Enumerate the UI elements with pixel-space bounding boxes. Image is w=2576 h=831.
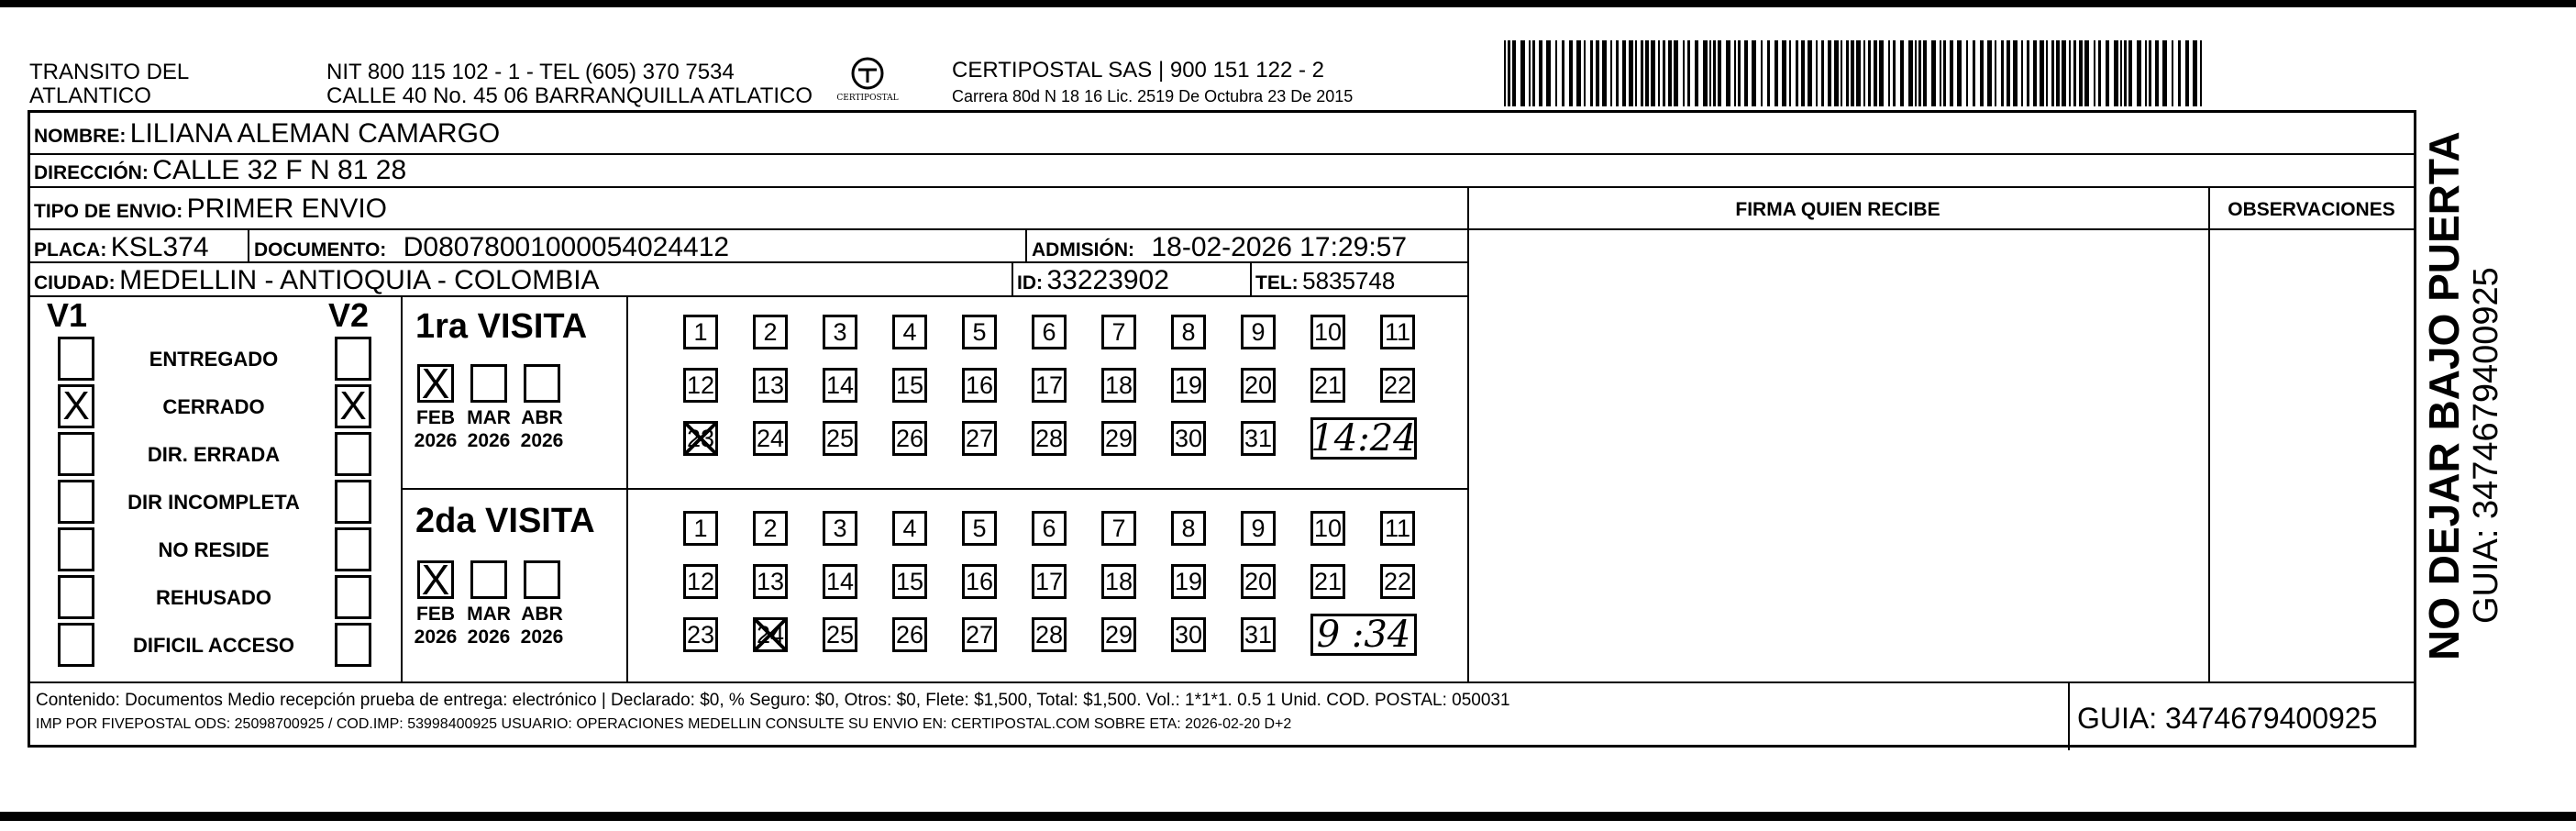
barcode-bar — [2128, 40, 2132, 106]
carrier-name: CERTIPOSTAL SAS | 900 151 122 - 2 — [952, 58, 1324, 83]
sender-block — [29, 61, 189, 108]
day-box[interactable]: 18 — [1101, 368, 1136, 403]
barcode-bar — [1816, 40, 1818, 106]
imp-line: IMP POR FIVEPOSTAL ODS: 25098700925 / COD.IMP: 53998400925 USUARIO: OPERACIONES MEDELLIN CONSULTE SU ENVIO EN: CERTIPOSTAL.COM SOBRE ETA: 2026-02-20 D+2 — [36, 716, 1292, 732]
barcode-bar — [2013, 40, 2018, 106]
signature-col-divider — [1467, 186, 1469, 681]
barcode-bar — [1734, 40, 1736, 106]
day-box[interactable]: 19 — [1171, 564, 1206, 599]
barcode-bar — [1508, 40, 1510, 106]
day-box[interactable]: 5 — [962, 511, 997, 546]
cell-divider — [1025, 228, 1027, 261]
day-box[interactable]: 1 — [683, 511, 718, 546]
barcode-bar — [1738, 40, 1741, 106]
plate-cell — [34, 232, 209, 263]
barcode-bar — [1973, 40, 1975, 106]
barcode-bar — [2046, 40, 2048, 106]
status-option-label: DIR INCOMPLETA — [127, 491, 300, 514]
barcode-bar — [1529, 40, 1531, 106]
day-box[interactable]: 17 — [1032, 564, 1067, 599]
barcode-bar — [1674, 40, 1678, 106]
barcode-bar — [2079, 40, 2083, 106]
month-label — [513, 406, 571, 452]
barcode-bar — [2114, 40, 2118, 106]
month-year: 2026 — [467, 626, 511, 648]
day-box[interactable]: 6 — [1032, 511, 1067, 546]
v2-checkbox[interactable] — [335, 575, 371, 619]
name-row — [34, 118, 500, 150]
row-divider — [30, 228, 2415, 230]
barcode-bar — [1782, 40, 1786, 106]
status-option-label: REHUSADO — [156, 586, 271, 609]
day-box[interactable]: 9 — [1241, 315, 1276, 349]
month-name: FEB — [416, 407, 455, 428]
city-value: MEDELLIN - ANTIOQUIA - COLOMBIA — [119, 265, 600, 295]
visit-time[interactable]: 9 :34 — [1310, 614, 1417, 656]
barcode-bar — [1834, 40, 1839, 106]
barcode-bar — [1789, 40, 1791, 106]
month-checkbox[interactable] — [470, 560, 507, 599]
document-cell — [254, 232, 729, 263]
barcode-bar — [1610, 40, 1612, 106]
send-type-row — [34, 194, 387, 225]
barcode-bar — [2193, 40, 2197, 106]
sender-address: CALLE 40 No. 45 06 BARRANQUILLA ATLATICO — [326, 83, 813, 108]
day-box[interactable]: 27 — [962, 617, 997, 652]
barcode-bar — [1651, 40, 1655, 106]
barcode-bar — [1828, 40, 1831, 106]
day-box[interactable]: 31 — [1241, 421, 1276, 456]
send-type-value: PRIMER ENVIO — [186, 194, 388, 224]
barcode-bar — [1980, 40, 1984, 106]
admission-value: 18-02-2026 17:29:57 — [1151, 232, 1408, 262]
barcode-bar — [1801, 40, 1805, 106]
admission-label: ADMISIÓN: — [1032, 239, 1134, 260]
day-box[interactable]: 15 — [892, 368, 927, 403]
v1-label: V1 — [47, 296, 88, 334]
barcode-bar — [1596, 40, 1599, 106]
day-box[interactable]: 24 — [753, 421, 788, 456]
status-option-label: DIR. ERRADA — [147, 443, 281, 466]
barcode-bar — [1683, 40, 1685, 106]
month-label — [406, 406, 465, 452]
barcode-bar — [1957, 40, 1962, 106]
name-value: LILIANA ALEMAN CAMARGO — [129, 118, 501, 149]
barcode-bar — [1752, 40, 1756, 106]
day-box[interactable]: 18 — [1101, 564, 1136, 599]
address-label: DIRECCIÓN: — [34, 162, 149, 183]
no-dejar-warning: NO DEJAR BAJO PUERTA — [2420, 131, 2468, 660]
city-label: CIUDAD: — [34, 272, 116, 294]
bottom-border — [0, 812, 2576, 821]
admission-cell — [1032, 232, 1407, 263]
barcode-bar — [1584, 40, 1586, 106]
footer-guia: GUIA: 3474679400925 — [2077, 702, 2378, 735]
v1-checkbox[interactable] — [58, 432, 94, 476]
day-box[interactable]: 26 — [892, 421, 927, 456]
sender-contact — [326, 61, 813, 108]
id-label: ID: — [1017, 272, 1043, 294]
barcode — [1504, 40, 2210, 106]
barcode-bar — [1635, 40, 1637, 106]
day-box[interactable]: 25 — [823, 421, 857, 456]
v1-checkbox[interactable] — [58, 575, 94, 619]
status-col-divider — [401, 295, 403, 681]
barcode-bar — [1879, 40, 1884, 106]
visit-divider — [401, 488, 1467, 490]
day-box[interactable]: 8 — [1171, 511, 1206, 546]
barcode-bar — [1851, 40, 1854, 106]
status-option-label: NO RESIDE — [158, 538, 270, 561]
barcode-bar — [1923, 40, 1927, 106]
status-option-label: CERRADO — [162, 395, 265, 418]
barcode-bar — [1943, 40, 1946, 106]
month-year: 2026 — [467, 430, 511, 451]
barcode-bar — [1532, 40, 1535, 106]
tel-label: TEL: — [1255, 272, 1299, 294]
day-box[interactable]: 12 — [683, 564, 718, 599]
barcode-bar — [1856, 40, 1861, 106]
day-box[interactable]: 6 — [1032, 315, 1067, 349]
barcode-bar — [1504, 40, 1506, 106]
cell-divider — [1012, 261, 1013, 295]
barcode-bar — [1846, 40, 1849, 106]
barcode-bar — [1940, 40, 1941, 106]
barcode-bar — [1512, 40, 1516, 106]
barcode-bar — [1863, 40, 1865, 106]
barcode-bar — [1602, 40, 1607, 106]
day-box[interactable]: 8 — [1171, 315, 1206, 349]
barcode-bar — [2007, 40, 2010, 106]
barcode-bar — [1767, 40, 1770, 106]
day-box[interactable]: 9 — [1241, 511, 1276, 546]
month-year: 2026 — [520, 626, 564, 648]
day-box[interactable]: 29 — [1101, 617, 1136, 652]
day-box[interactable]: 22 — [1380, 368, 1415, 403]
barcode-bar — [1908, 40, 1913, 106]
barcode-bar — [2084, 40, 2089, 106]
barcode-bar — [1718, 40, 1721, 106]
v1-checkbox[interactable]: X — [58, 384, 94, 428]
barcode-bar — [2149, 40, 2151, 106]
barcode-bar — [2062, 40, 2066, 106]
day-box[interactable]: 14 — [823, 368, 857, 403]
barcode-bar — [1918, 40, 1921, 106]
day-box[interactable]: 16 — [962, 564, 997, 599]
delivery-form — [28, 110, 2416, 748]
barcode-bar — [1713, 40, 1716, 106]
barcode-bar — [2051, 40, 2054, 106]
barcode-bar — [2027, 40, 2029, 106]
nit-tel: NIT 800 115 102 - 1 - TEL (605) 370 7534 — [326, 60, 735, 84]
barcode-bar — [1726, 40, 1730, 106]
day-box[interactable]: 20 — [1241, 564, 1276, 599]
month-name: ABR — [521, 604, 563, 625]
barcode-bar — [1703, 40, 1708, 106]
day-box[interactable]: 4 — [892, 511, 927, 546]
day-box[interactable]: 3 — [823, 511, 857, 546]
barcode-bar — [1808, 40, 1812, 106]
barcode-bar — [1520, 40, 1525, 106]
barcode-bar — [1629, 40, 1633, 106]
barcode-bar — [1687, 40, 1690, 106]
carrier-block — [952, 59, 1353, 106]
day-box[interactable]: 3 — [823, 315, 857, 349]
barcode-bar — [1893, 40, 1896, 106]
barcode-bar — [1966, 40, 1968, 106]
name-label: NOMBRE: — [34, 126, 127, 147]
barcode-bar — [1821, 40, 1824, 106]
barcode-bar — [1931, 40, 1936, 106]
day-box[interactable]: 10 — [1310, 511, 1345, 546]
day-box[interactable]: 4 — [892, 315, 927, 349]
day-box[interactable]: 5 — [962, 315, 997, 349]
barcode-bar — [1645, 40, 1649, 106]
v2-checkbox[interactable]: X — [335, 384, 371, 428]
barcode-bar — [1695, 40, 1698, 106]
day-box[interactable]: 2 — [753, 511, 788, 546]
address-row — [34, 155, 406, 186]
month-col-divider — [626, 295, 628, 681]
document-label: DOCUMENTO: — [254, 239, 387, 260]
barcode-bar — [2001, 40, 2004, 106]
day-box[interactable]: 1 — [683, 315, 718, 349]
barcode-bar — [1668, 40, 1672, 106]
barcode-bar — [1709, 40, 1711, 106]
side-text — [2421, 131, 2505, 660]
barcode-bar — [2155, 40, 2159, 106]
barcode-bar — [2056, 40, 2060, 106]
plate-label: PLACA: — [34, 239, 107, 260]
barcode-bar — [1841, 40, 1842, 106]
certipostal-logo — [833, 53, 902, 108]
barcode-bar — [2185, 40, 2189, 106]
month-year: 2026 — [414, 430, 458, 451]
plate-value: KSL374 — [110, 232, 209, 262]
v1-checkbox[interactable] — [58, 623, 94, 667]
sender-line-2: ATLANTICO — [29, 83, 151, 108]
day-box[interactable]: 19 — [1171, 368, 1206, 403]
barcode-bar — [1590, 40, 1593, 106]
month-name: MAR — [467, 604, 511, 625]
barcode-bar — [2145, 40, 2147, 106]
day-box[interactable]: 24 — [753, 617, 788, 652]
month-checkbox[interactable] — [524, 364, 560, 403]
day-box[interactable]: 2 — [753, 315, 788, 349]
day-box[interactable]: 27 — [962, 421, 997, 456]
v1-checkbox[interactable] — [58, 480, 94, 524]
barcode-bar — [1744, 40, 1748, 106]
barcode-bar — [1888, 40, 1890, 106]
logo-text: CERTIPOSTAL — [836, 94, 899, 103]
city-cell — [34, 265, 600, 296]
day-box[interactable]: 31 — [1241, 617, 1276, 652]
barcode-bar — [1900, 40, 1904, 106]
tel-value: 5835748 — [1302, 267, 1396, 294]
tel-cell — [1255, 267, 1395, 295]
signature-header: FIRMA QUIEN RECIBE — [1735, 199, 1940, 220]
barcode-bar — [1569, 40, 1573, 106]
barcode-bar — [1562, 40, 1564, 106]
day-box[interactable]: 28 — [1032, 421, 1067, 456]
month-year: 2026 — [520, 430, 564, 451]
barcode-bar — [2098, 40, 2101, 106]
day-box[interactable]: 10 — [1310, 315, 1345, 349]
month-checkbox[interactable] — [470, 364, 507, 403]
day-box[interactable]: 23 — [683, 617, 718, 652]
v1-checkbox[interactable] — [58, 337, 94, 381]
sender-line-1: TRANSITO DEL — [29, 60, 190, 84]
barcode-bar — [2040, 40, 2044, 106]
day-box[interactable]: 22 — [1380, 564, 1415, 599]
month-label — [406, 603, 465, 648]
barcode-bar — [2033, 40, 2037, 106]
row-divider — [30, 186, 2415, 188]
send-type-label: TIPO DE ENVIO: — [34, 201, 183, 222]
barcode-bar — [1622, 40, 1626, 106]
day-box[interactable]: 11 — [1380, 511, 1415, 546]
status-option-label: DIFICIL ACCESO — [132, 634, 294, 657]
status-option-label: ENTREGADO — [149, 348, 279, 371]
month-year: 2026 — [414, 626, 458, 648]
day-box[interactable]: 7 — [1101, 511, 1136, 546]
content-line: Contenido: Documentos Medio recepción prueba de entrega: electrónico | Declarado: $0, % Seguro: $0, Otros: $0, Flete: $1,500, Total: $1,500. Vol.: 1*1*1. 0.5 1 Unid. COD. POSTAL: 050031 — [36, 691, 1510, 710]
barcode-bar — [1868, 40, 1871, 106]
day-box[interactable]: 30 — [1171, 617, 1206, 652]
v2-checkbox[interactable] — [335, 432, 371, 476]
address-value: CALLE 32 F N 81 28 — [152, 155, 407, 185]
day-box[interactable]: 30 — [1171, 421, 1206, 456]
id-cell — [1017, 265, 1169, 296]
document-value: D08078001000054024412 — [403, 232, 730, 262]
v2-checkbox[interactable] — [335, 480, 371, 524]
row-divider — [30, 681, 2415, 683]
carrier-license: Carrera 80d N 18 16 Lic. 2519 De Octubra 23 De 2015 — [952, 87, 1354, 105]
cell-divider — [1250, 261, 1252, 295]
barcode-bar — [2137, 40, 2141, 106]
side-guia: GUIA: 3474679400925 — [2467, 267, 2505, 624]
barcode-bar — [2120, 40, 2122, 106]
month-name: MAR — [467, 407, 511, 428]
month-checkbox[interactable]: X — [417, 560, 454, 599]
top-border — [0, 0, 2576, 7]
day-box[interactable]: 20 — [1241, 368, 1276, 403]
month-label — [513, 603, 571, 648]
barcode-bar — [2200, 40, 2202, 106]
barcode-bar — [1658, 40, 1660, 106]
day-box[interactable]: 28 — [1032, 617, 1067, 652]
barcode-bar — [2094, 40, 2095, 106]
barcode-bar — [1915, 40, 1917, 106]
barcode-bar — [2069, 40, 2071, 106]
day-box[interactable]: 25 — [823, 617, 857, 652]
day-box[interactable]: 12 — [683, 368, 718, 403]
day-box[interactable]: 13 — [753, 564, 788, 599]
visit-time[interactable]: 14:24 — [1310, 417, 1417, 460]
month-checkbox[interactable]: X — [417, 364, 454, 403]
day-box[interactable]: 15 — [892, 564, 927, 599]
month-name: FEB — [416, 604, 455, 625]
day-box[interactable]: 29 — [1101, 421, 1136, 456]
visit2-title: 2da VISITA — [415, 502, 595, 540]
day-box[interactable]: 17 — [1032, 368, 1067, 403]
barcode-bar — [2021, 40, 2023, 106]
barcode-bar — [1616, 40, 1619, 106]
month-label — [459, 603, 518, 648]
day-box[interactable]: 21 — [1310, 368, 1345, 403]
barcode-bar — [1546, 40, 1551, 106]
barcode-bar — [2178, 40, 2181, 106]
day-box[interactable]: 23 — [683, 421, 718, 456]
barcode-bar — [2106, 40, 2109, 106]
barcode-bar — [2124, 40, 2127, 106]
barcode-bar — [1874, 40, 1877, 106]
day-box[interactable]: 7 — [1101, 315, 1136, 349]
barcode-bar — [1539, 40, 1542, 106]
barcode-bar — [2073, 40, 2076, 106]
day-box[interactable]: 13 — [753, 368, 788, 403]
v2-checkbox[interactable] — [335, 527, 371, 571]
day-box[interactable]: 14 — [823, 564, 857, 599]
barcode-bar — [1663, 40, 1665, 106]
visit1-title: 1ra VISITA — [415, 307, 588, 346]
id-value: 33223902 — [1046, 265, 1169, 295]
day-box[interactable]: 21 — [1310, 564, 1345, 599]
barcode-bar — [1995, 40, 1996, 106]
cell-divider — [248, 228, 249, 261]
day-box[interactable]: 16 — [962, 368, 997, 403]
barcode-bar — [1950, 40, 1953, 106]
month-label — [459, 406, 518, 452]
barcode-bar — [1576, 40, 1581, 106]
observations-header: OBSERVACIONES — [2228, 199, 2395, 220]
barcode-bar — [2162, 40, 2167, 106]
v2-label: V2 — [328, 296, 370, 334]
barcode-bar — [1987, 40, 1992, 106]
day-box[interactable]: 11 — [1380, 315, 1415, 349]
footer-divider — [2068, 681, 2070, 750]
month-name: ABR — [521, 407, 563, 428]
barcode-bar — [2172, 40, 2173, 106]
v2-checkbox[interactable] — [335, 337, 371, 381]
v1-checkbox[interactable] — [58, 527, 94, 571]
barcode-bar — [1774, 40, 1778, 106]
barcode-bar — [1761, 40, 1763, 106]
day-box[interactable]: 26 — [892, 617, 927, 652]
barcode-bar — [1555, 40, 1557, 106]
month-checkbox[interactable] — [524, 560, 560, 599]
v2-checkbox[interactable] — [335, 623, 371, 667]
barcode-bar — [1796, 40, 1798, 106]
observations-col-divider — [2208, 186, 2210, 681]
barcode-bar — [1641, 40, 1643, 106]
